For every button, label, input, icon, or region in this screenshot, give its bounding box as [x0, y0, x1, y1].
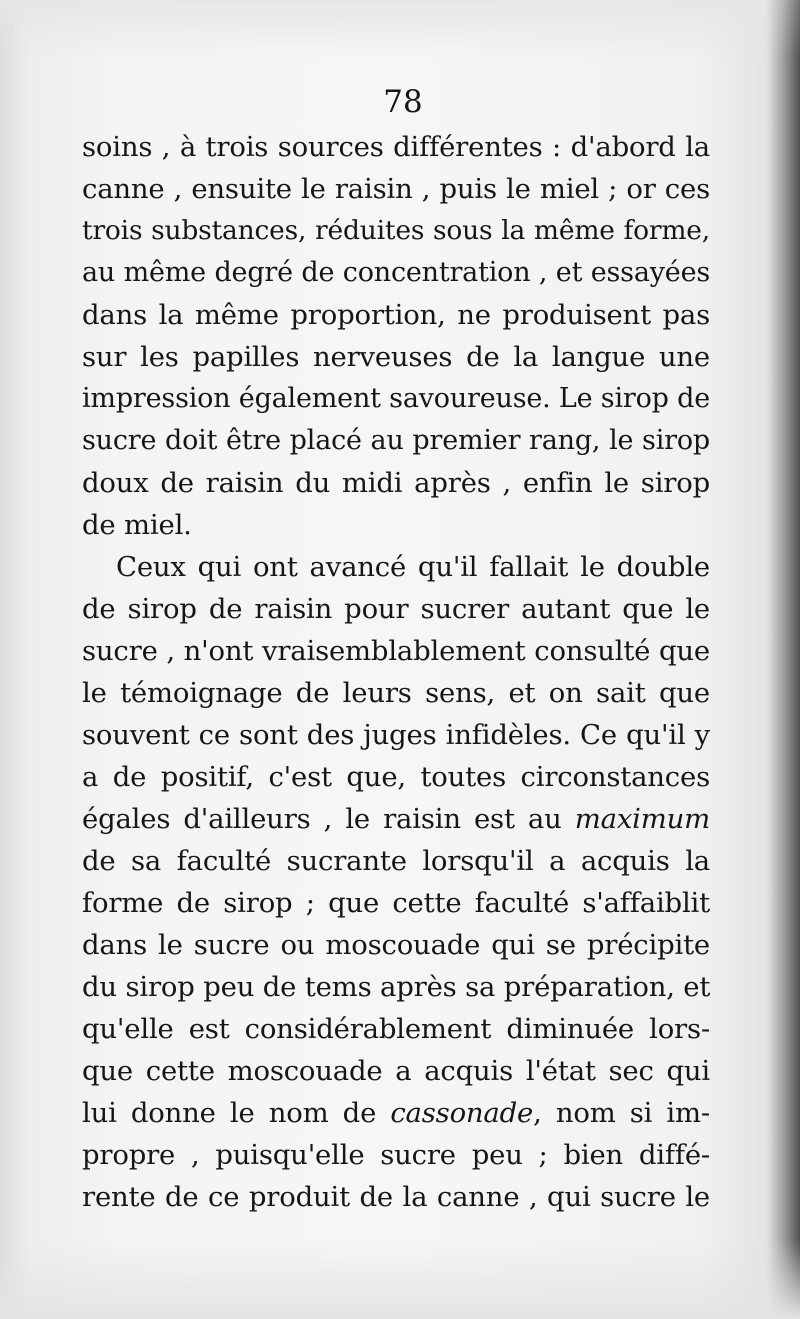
- text-line: rente de ce produit de la canne , qui sucre le: [82, 1181, 710, 1213]
- text-line: au même degré de concentration , et essayées: [82, 257, 710, 288]
- text-line: impression également savoureuse. Le sirop de: [82, 383, 710, 414]
- text-line: soins , à trois sources différentes : d'abord la: [82, 131, 710, 163]
- text-line: de sirop de raisin pour sucrer autant que le: [82, 593, 710, 625]
- text-segment: égales d'ailleurs , le raisin est au: [82, 803, 575, 835]
- text-line: trois substances, réduites sous la même forme,: [82, 215, 710, 246]
- text-line-with-italic: [82, 1092, 710, 1134]
- text-line: a de positif, c'est que, toutes circonstances: [82, 761, 710, 793]
- text-segment: lui donne le nom de: [82, 1097, 391, 1129]
- text-line: canne , ensuite le raisin , puis le miel ; or ces: [82, 173, 710, 205]
- text-line: propre , puisqu'elle sucre peu ; bien diffé-: [82, 1139, 710, 1171]
- italic-term: maximum: [574, 803, 710, 835]
- text-line: sucre doit être placé au premier rang, le sirop: [82, 425, 710, 456]
- text-line: qu'elle est considérablement diminuée lors-: [82, 1013, 710, 1045]
- page-edge-shadow: [766, 0, 800, 1319]
- text-line: que cette moscouade a acquis l'état sec qui: [82, 1055, 710, 1087]
- text-line: du sirop peu de tems après sa préparation, et: [82, 971, 711, 1003]
- text-line-with-italic: [82, 798, 710, 840]
- italic-term: cassonade: [390, 1097, 534, 1129]
- text-line: sucre , n'ont vraisemblablement consulté que: [82, 635, 710, 667]
- text-line: le témoignage de leurs sens, et on sait que: [82, 677, 710, 709]
- text-line: sur les papilles nerveuses de la langue une: [82, 341, 710, 373]
- text-line: forme de sirop ; que cette faculté s'affaiblit: [82, 887, 710, 919]
- text-line: souvent ce sont des juges infidèles. Ce qu'il y: [82, 719, 710, 751]
- text-segment: , nom si im-: [533, 1097, 710, 1129]
- text-line: doux de raisin du midi après , enfin le sirop: [82, 467, 710, 499]
- text-line: de sa faculté sucrante lorsqu'il a acquis la: [82, 845, 710, 877]
- paragraph-end-line: de miel.: [82, 509, 192, 541]
- page-number: 78: [383, 84, 423, 120]
- text-line: dans la même proportion, ne produisent pas: [82, 299, 710, 331]
- paragraph-start-line: Ceux qui ont avancé qu'il fallait le double: [116, 551, 710, 583]
- text-line: dans le sucre ou moscouade qui se précipite: [82, 929, 710, 961]
- body-text: [82, 126, 710, 1218]
